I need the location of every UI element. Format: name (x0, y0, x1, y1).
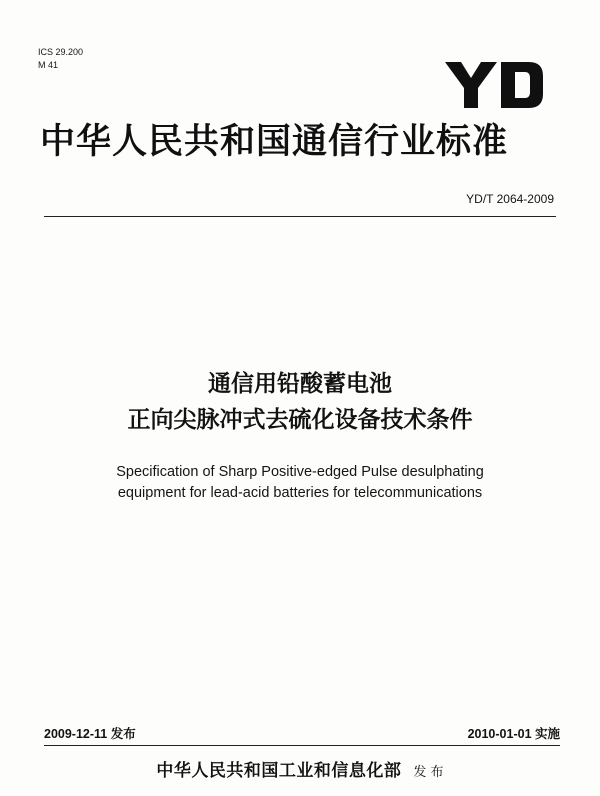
standard-number: YD/T 2064-2009 (466, 192, 554, 206)
issuing-authority (0, 756, 600, 781)
issuer-suffix: 发 布 (413, 765, 444, 780)
english-title (0, 462, 600, 504)
ics-code: ICS 29.200 (38, 47, 84, 57)
english-title-line-1: Specification of Sharp Positive-edged Pulse desulphating (116, 464, 484, 480)
english-title-line-2: equipment for lead-acid batteries for telecommunications (117, 485, 483, 501)
chinese-title-line-2: 正向尖脉冲式去硫化设备技术条件 (127, 407, 473, 433)
issuer-name: 中华人民共和国工业和信息化部 (156, 761, 402, 781)
header-divider (44, 216, 556, 217)
chinese-title-line-1: 通信用铅酸蓄电池 (208, 371, 392, 397)
industry-standard-title: 中华人民共和国通信行业标准 (40, 122, 509, 162)
footer-divider (44, 745, 560, 746)
chinese-title (0, 366, 600, 438)
yd-logo (445, 62, 545, 108)
implementation-date: 2010-01-01 实施 (467, 727, 560, 741)
ccs-code: M 41 (38, 60, 59, 70)
issue-date: 2009-12-11 发布 (44, 727, 136, 741)
classification-codes (38, 46, 83, 72)
